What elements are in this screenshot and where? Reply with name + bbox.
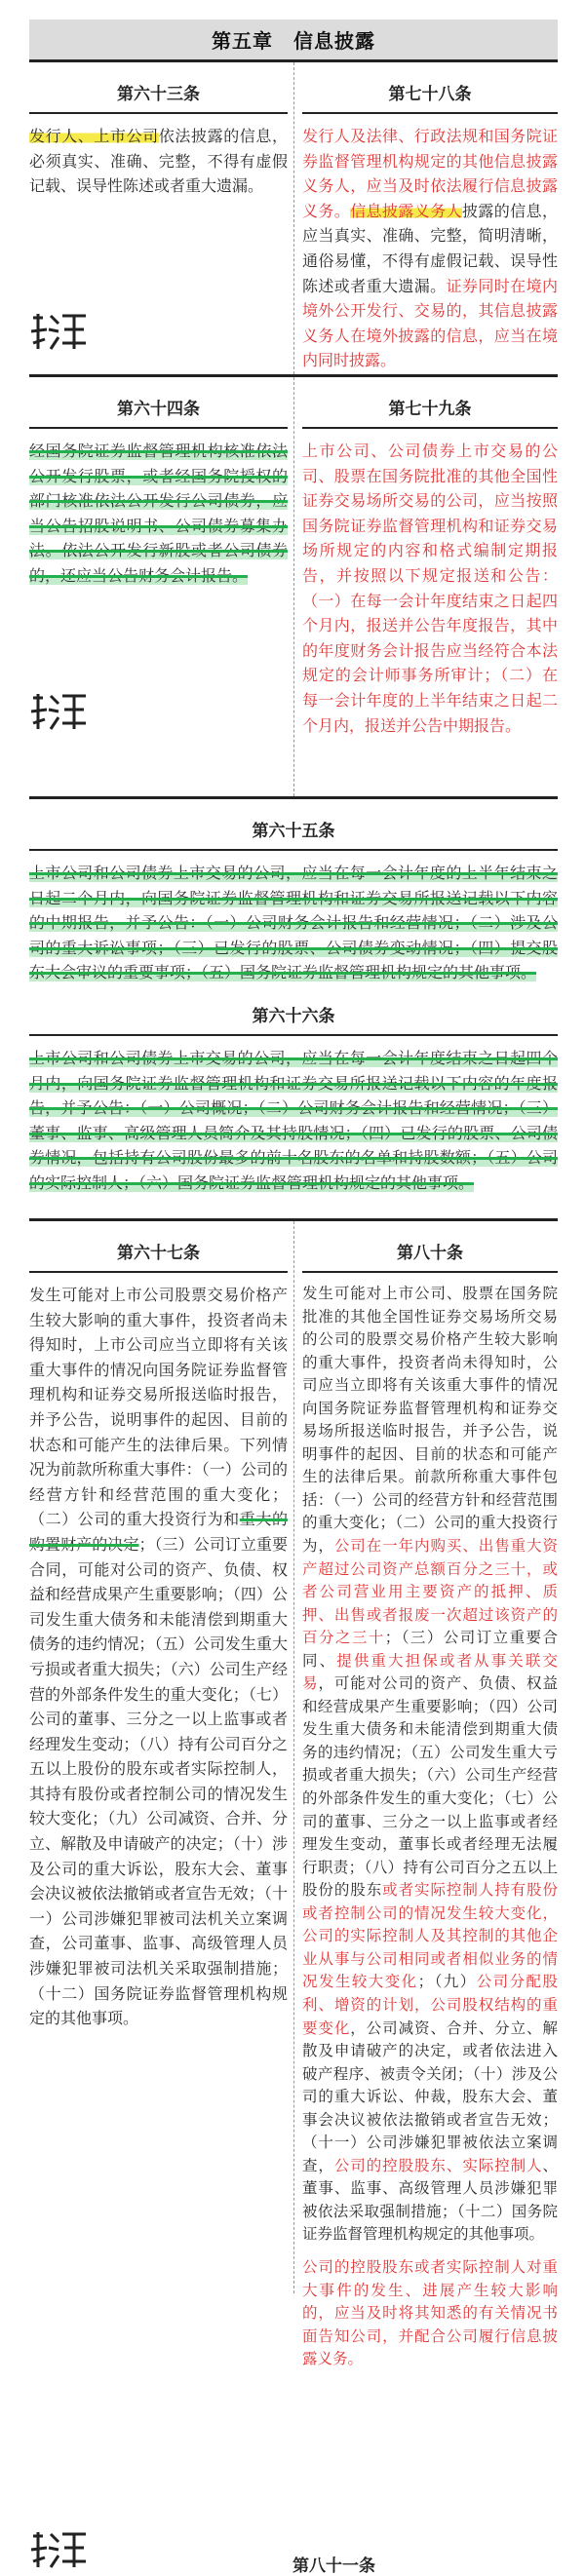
article-heading: 第六十四条 bbox=[29, 387, 288, 429]
article-heading: 第六十三条 bbox=[29, 72, 288, 114]
new-text: 公司的控股股东、实际控制人 bbox=[333, 2156, 543, 2174]
pengpai-logo bbox=[29, 306, 288, 357]
article-pair-67-80 bbox=[29, 1221, 558, 2368]
old-article-63 bbox=[29, 62, 293, 374]
plain-text: 、董事、监事、高级管理人员涉嫌犯罪被依法采取强制措施；（十二）国务院证券监督管理机构规定的其他事项。 bbox=[302, 2156, 558, 2244]
article-heading: 第六十六条 bbox=[29, 994, 558, 1036]
article-text bbox=[302, 1283, 558, 2247]
chapter-title-bar bbox=[29, 19, 558, 62]
article-text bbox=[302, 439, 558, 738]
new-text: 公司分配股利、增资的计划，公司股权结构的重要变化 bbox=[302, 1973, 558, 2037]
article-text bbox=[29, 1046, 558, 1196]
plain-text: ，公司减资、合并、分立、解散及申请破产的决定，或者依法进入破产程序、被责令关闭；（十）涉及公司的重大诉讼、仲裁，股东大会、董事会决议被依法撤销或者宣告无效；（十一）公司涉嫌犯罪被依法立案调查， bbox=[302, 2019, 558, 2174]
old-article-64 bbox=[29, 377, 293, 796]
article-heading: 第八十条 bbox=[302, 1231, 558, 1273]
deleted-text: 上市公司和公司债券上市交易的公司，应当在每一会计年度的上半年结束之日起二个月内，向国务院证券监督管理机构和证券交易所报送记载以下内容的中期报告，并予公告：（一）公司财务会计报告和经营情况；（二）涉及公司的重大诉讼事项；（三）已发行的股票、公司债券变动情况；（四）提交股东大会审议的重要事项；（五）国务院证券监督管理机构规定的其他事项。 bbox=[29, 864, 558, 982]
article-paragraph-2: 公司的控股股东或者实际控制人对重大事件的发生、进展产生较大影响的，应当及时将其知悉的有关情况书面告知公司，并配合公司履行信息披露义务。 bbox=[302, 2257, 558, 2368]
plain-text: ；（三）公司订立重要合同、 bbox=[302, 1629, 558, 1670]
article-pair-63-78 bbox=[29, 62, 558, 374]
article-text bbox=[29, 1283, 288, 2031]
new-text: 公司在一年内购买、出售重大资产超过公司资产总额百分之三十，或者公司营业用主要资产的抵押、质押、出售或者报废一次超过该资产的百分之三十 bbox=[302, 1537, 558, 1647]
article-text bbox=[29, 124, 288, 199]
new-text: 或者实际控制人持有股份或者控制公司的情况发生较大变化，公司的实际控制人及其控制的其他企业从事与公司相同或者相似业务的情况发生较大变化 bbox=[302, 1881, 558, 1991]
old-article-66 bbox=[29, 984, 558, 1209]
full-article bbox=[29, 984, 558, 1209]
new-article-79 bbox=[293, 377, 558, 796]
old-article-67 bbox=[29, 1221, 293, 2293]
new-article-78 bbox=[293, 62, 558, 374]
plain-text: 发生可能对上市公司、股票在国务院批准的其他全国性证券交易场所交易的公司的股票交易价格产生较大影响的重大事件，投资者尚未得知时，公司应当立即将有关该重大事件的情况向国务院证券监督管理机构和证券交易场所报送临时报告，并予公告，说明事件的起因、目前的状态和可能产生的法律后果。前款所称重大事件包括：（一）公司的经营方针和经营范围的重大变化；（二）公司的重大投资行为， bbox=[302, 1285, 558, 1556]
old-article-65 bbox=[29, 799, 558, 984]
plain-text: ；（三）公司订立重要合同，可能对公司的资产、负债、权益和经营成果产生重要影响；（四）公司发生重大债务和未能清偿到期重大债务的违约情况；（五）公司发生重大亏损或者重大损失；（六）公司生产经营的外部条件发生的重大变化；（七）公司的董事、三分之一以上监事或者经理发生变动；（八）持有公司百分之五以上股份的股东或者实际控制人，其持有股份或者控制公司的情况发生较大变化；（九）公司减资、合并、分立、解散及申请破产的决定；（十）涉及公司的重大诉讼，股东大会、董事会决议被依法撤销或者宣告无效；（十一）公司涉嫌犯罪被司法机关立案调查，公司董事、监事、高级管理人员涉嫌犯罪被司法机关采取强制措施；（十二）国务院证券监督管理机构规定的其他事项。 bbox=[29, 1534, 288, 2028]
article-text bbox=[302, 124, 558, 373]
article-heading: 第七十八条 bbox=[302, 72, 558, 114]
highlight-text: 发行人、上市公司 bbox=[29, 127, 159, 145]
pengpai-logo bbox=[29, 686, 288, 737]
page bbox=[0, 19, 585, 2576]
new-text: 证券同时在境内境外公开发行、交易的，其信息披露义务人在境外披露的信息，应当在境内同时披露。 bbox=[302, 276, 558, 370]
article-heading: 第六十七条 bbox=[29, 1231, 288, 1273]
plain-text: 发生可能对上市公司股票交易价格产生较大影响的重大事件，投资者尚未得知时，上市公司应当立即将有关该重大事件的情况向国务院证券监督管理机构和证券交易所报送临时报告，并予公告，说明事件的起因、目前的状态和可能产生的法律后果。下列情况为前款所称重大事件：（一）公司的经营方针和经营范围的重大变化；（二）公司的重大投资行为和 bbox=[29, 1286, 288, 1529]
plain-text: 披露的信息，应当真实、准确、完整，简明清晰，通俗易懂，不得有虚假记载、误导性陈述或者重大遗漏。 bbox=[302, 201, 558, 295]
highlight-text: 信息披露义务人 bbox=[350, 201, 462, 220]
pengpai-logo-icon bbox=[29, 690, 90, 733]
plain-text: 依法披露的信息，必须真实、准确、完整，不得有虚假记载、误导性陈述或者重大遗漏。 bbox=[29, 127, 288, 196]
deleted-text: 上市公司和公司债券上市交易的公司，应当在每一会计年度结束之日起四个月内，向国务院证券监督管理机构和证券交易所报送记载以下内容的年度报告，并予公告：（一）公司概况；（二）公司财务会计报告和经营情况；（三）董事、监事、高级管理人员简介及其持股情况；（四）已发行的股票、公司债券情况，包括持有公司股份最多的前十名股东的名单和持股数额；（五）公司的实际控制人；（六）国务院证券监督管理机构规定的其他事项。 bbox=[29, 1049, 558, 1192]
chapter-title: 第五章 信息披露 bbox=[212, 29, 375, 53]
article-text bbox=[29, 861, 558, 985]
new-text: 提供重大担保或者从事关联交易 bbox=[302, 1651, 558, 1693]
article-heading: 第七十九条 bbox=[302, 387, 558, 429]
pengpai-logo-icon bbox=[29, 310, 90, 353]
plain-text: ；（九） bbox=[417, 1973, 477, 1991]
article-pair-64-79 bbox=[29, 377, 558, 796]
pengpai-logo bbox=[29, 2524, 90, 2575]
pengpai-logo-icon bbox=[29, 2528, 90, 2571]
new-text: 上市公司、公司债券上市交易的公司、股票在国务院批准的其他全国性证券交易场所交易的公司，应当按照国务院证券监督管理机构和证券交易场所规定的内容和格式编制定期报告，并按照以下规定报送和公告：（一）在每一会计年度结束之日起四个月内，报送并公告年度报告，其中的年度财务会计报告应当经符合本法规定的会计师事务所审计；（二）在每一会计年度的上半年结束之日起二个月内，报送并公告中期报告。 bbox=[302, 442, 558, 735]
deleted-text: 重大的购置财产的决定 bbox=[29, 1510, 288, 1554]
new-article-80 bbox=[293, 1221, 558, 2368]
plain-text: ，可能对公司的资产、负债、权益和经营成果产生重要影响；（四）公司发生重大债务和未能清偿到期重大债务的违约情况；（五）公司发生重大亏损或者重大损失；（六）公司生产经营的外部条件发生的重大变化；（七）公司的董事、三分之一以上监事或者经理发生变动，董事长或者经理无法履行职责；（八）持有公司百分之五以上股份的股东 bbox=[302, 1674, 558, 1900]
new-text: 发行人及法律、行政法规和国务院证券监督管理机构规定的其他信息披露义务人，应当及时依法履行信息披露义务。 bbox=[302, 127, 558, 220]
full-article bbox=[29, 799, 558, 984]
deleted-text: 经国务院证券监督管理机构核准依法公开发行股票，或者经国务院授权的部门核准依法公开发行公司债券，应当公告招股说明书、公司债券募集办法。依法公开发行新股或者公司债券的，还应当公告财务会计报告。 bbox=[29, 442, 288, 585]
next-article-heading: 第八十一条 bbox=[292, 2557, 375, 2576]
article-heading: 第六十五条 bbox=[29, 809, 558, 851]
article-text bbox=[29, 439, 288, 589]
